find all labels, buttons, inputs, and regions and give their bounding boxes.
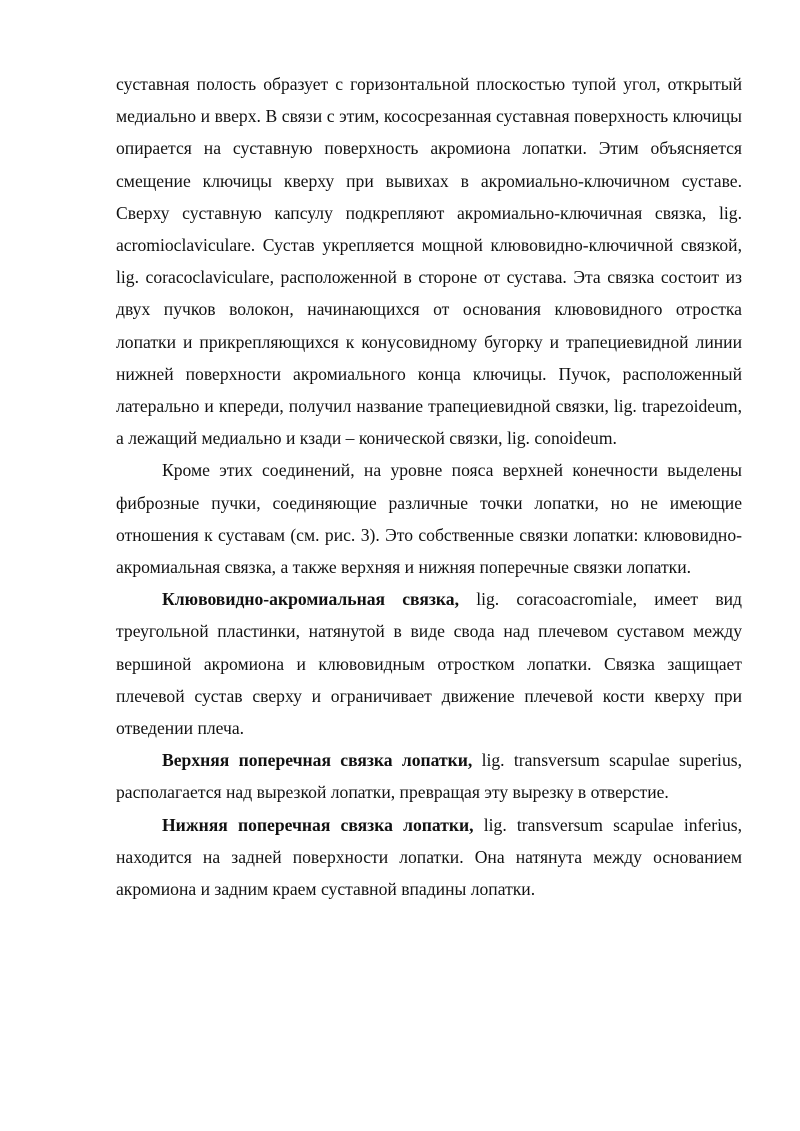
paragraph-acromioclavicular-joint (116, 68, 742, 454)
paragraph-own-scapular-ligaments (116, 454, 742, 583)
paragraph-coracoacromial-ligament (116, 583, 742, 744)
term-heading: Верхняя поперечная связка лопатки, (162, 750, 473, 771)
paragraph-text: lig. transversum scapulae superius, располагается над вырезкой лопатки, превращая эту вырезку в отверстие. (116, 750, 742, 803)
paragraph-text: lig. transversum scapulae inferius, находится на задней поверхности лопатки. Она натянута между основанием акромиона и задним краем суставной впадины лопатки. (116, 814, 742, 900)
paragraph-superior-transverse-ligament (116, 744, 742, 808)
term-heading: Клювовидно-акромиальная связка, (162, 589, 459, 610)
term-heading: Нижняя поперечная связка лопатки, (162, 814, 474, 835)
paragraph-text: Кроме этих соединений, на уровне пояса верхней конечности выделены фиброзные пучки, соединяющие различные точки лопатки, но не имеющие отношения к суставам (см. рис. 3). Это собственные связки лопатки: клювовидно-акромиальная связка, а также верхняя и нижняя поперечные связки лопатки. (116, 460, 742, 578)
paragraph-text: lig. coracoacromiale, имеет вид треугольной пластинки, натянутой в виде свода над плечевом суставом между вершиной акромиона и клювовидным отростком лопатки. Связка защищает плечевой сустав сверху и ограничивает движение плечевой кости кверху при отведении плеча. (116, 589, 742, 739)
paragraph-text: суставная полость образует с горизонтальной плоскостью тупой угол, открытый медиально и вверх. В связи с этим, косоcрезанная суставная поверхность ключицы опирается на суставную поверхность акромиона лопатки. Этим объясняется смещение ключицы кверху при вывихах в акромиально-ключичном суставе. Сверху суставную капсулу подкрепляют акромиально-ключичная связка, lig. acromioclaviculare. Сустав укрепляется мощной клювовидно-ключичной связкой, lig. coracoclaviculare, расположенной в стороне от сустава. Эта связка состоит из двух пучков волокон, начинающихся от основания клювовидного отростка лопатки и прикрепляющихся к конусовидному бугорку и трапециевидной линии нижней поверхности акромиального конца ключицы. Пучок, расположенный латерально и кпереди, получил название трапециевидной связки, lig. trapezoideum, а лежащий медиально и кзади – конической связки, lig. conoideum. (116, 74, 742, 449)
paragraph-inferior-transverse-ligament (116, 809, 742, 906)
